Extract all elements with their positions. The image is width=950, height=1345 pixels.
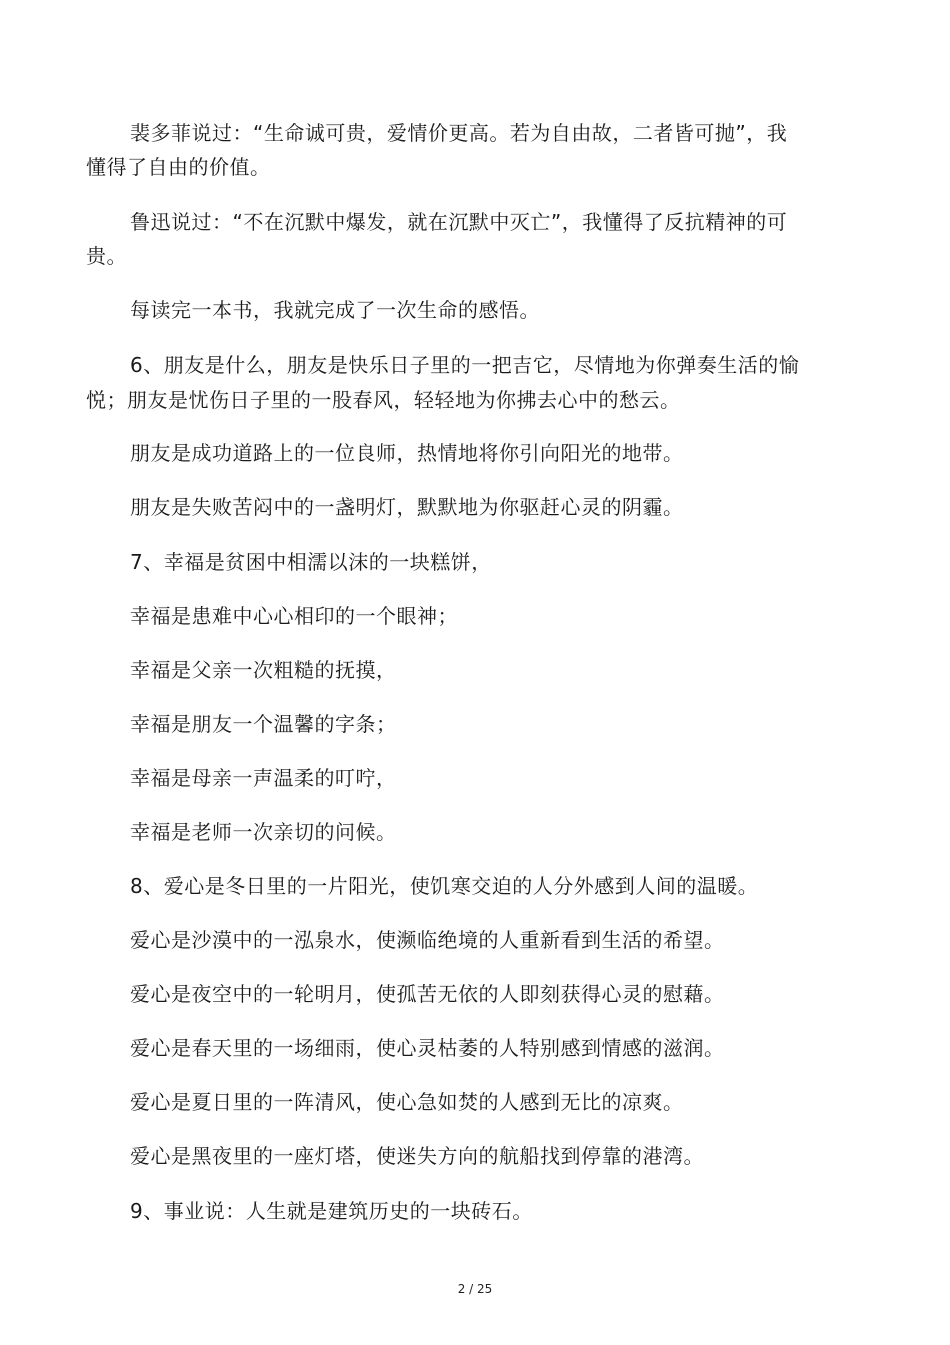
- text-line: 爱心是夜空中的一轮明月，使孤苦无依的人即刻获得心灵的慰藉。: [130, 982, 725, 1006]
- text-line: 幸福是母亲一声温柔的叮咛，: [130, 766, 397, 790]
- text-line: 幸福是患难中心心相印的一个眼神；: [130, 604, 458, 628]
- text-line: 幸福是朋友一个温馨的字条；: [130, 712, 397, 736]
- text-line: 爱心是夏日里的一阵清风，使心急如焚的人感到无比的凉爽。: [130, 1090, 684, 1114]
- text-line: 爱心是黑夜里的一座灯塔，使迷失方向的航船找到停靠的港湾。: [130, 1144, 704, 1168]
- text-line: 爱心是春天里的一场细雨，使心灵枯萎的人特别感到情感的滋润。: [130, 1036, 725, 1060]
- text-line: 贵。: [86, 244, 127, 268]
- text-line: 鲁迅说过：“不在沉默中爆发，就在沉默中灭亡”，我懂得了反抗精神的可: [130, 210, 788, 234]
- text-line: 幸福是老师一次亲切的问候。: [130, 820, 397, 844]
- text-line: 悦；朋友是忧伤日子里的一股春风，轻轻地为你拂去心中的愁云。: [86, 388, 681, 412]
- text-line: 每读完一本书，我就完成了一次生命的感悟。: [130, 298, 540, 322]
- text-line: 朋友是成功道路上的一位良师，热情地将你引向阳光的地带。: [130, 441, 684, 465]
- text-line: 8、爱心是冬日里的一片阳光，使饥寒交迫的人分外感到人间的温暖。: [130, 874, 759, 898]
- text-line: 朋友是失败苦闷中的一盏明灯，默默地为你驱赶心灵的阴霾。: [130, 495, 684, 519]
- text-line: 裴多菲说过：“生命诚可贵，爱情价更高。若为自由故，二者皆可抛”，我: [130, 121, 788, 145]
- text-line: 7、幸福是贫困中相濡以沫的一块糕饼，: [130, 550, 492, 574]
- text-line: 爱心是沙漠中的一泓泉水，使濒临绝境的人重新看到生活的希望。: [130, 928, 725, 952]
- page-number: 2 / 25: [457, 1282, 493, 1296]
- text-line: 9、事业说：人生就是建筑历史的一块砖石。: [130, 1199, 533, 1223]
- text-line: 幸福是父亲一次粗糙的抚摸，: [130, 658, 397, 682]
- text-line: 6、朋友是什么，朋友是快乐日子里的一把吉它，尽情地为你弹奏生活的愉: [130, 353, 800, 377]
- text-line: 懂得了自由的价值。: [86, 155, 271, 179]
